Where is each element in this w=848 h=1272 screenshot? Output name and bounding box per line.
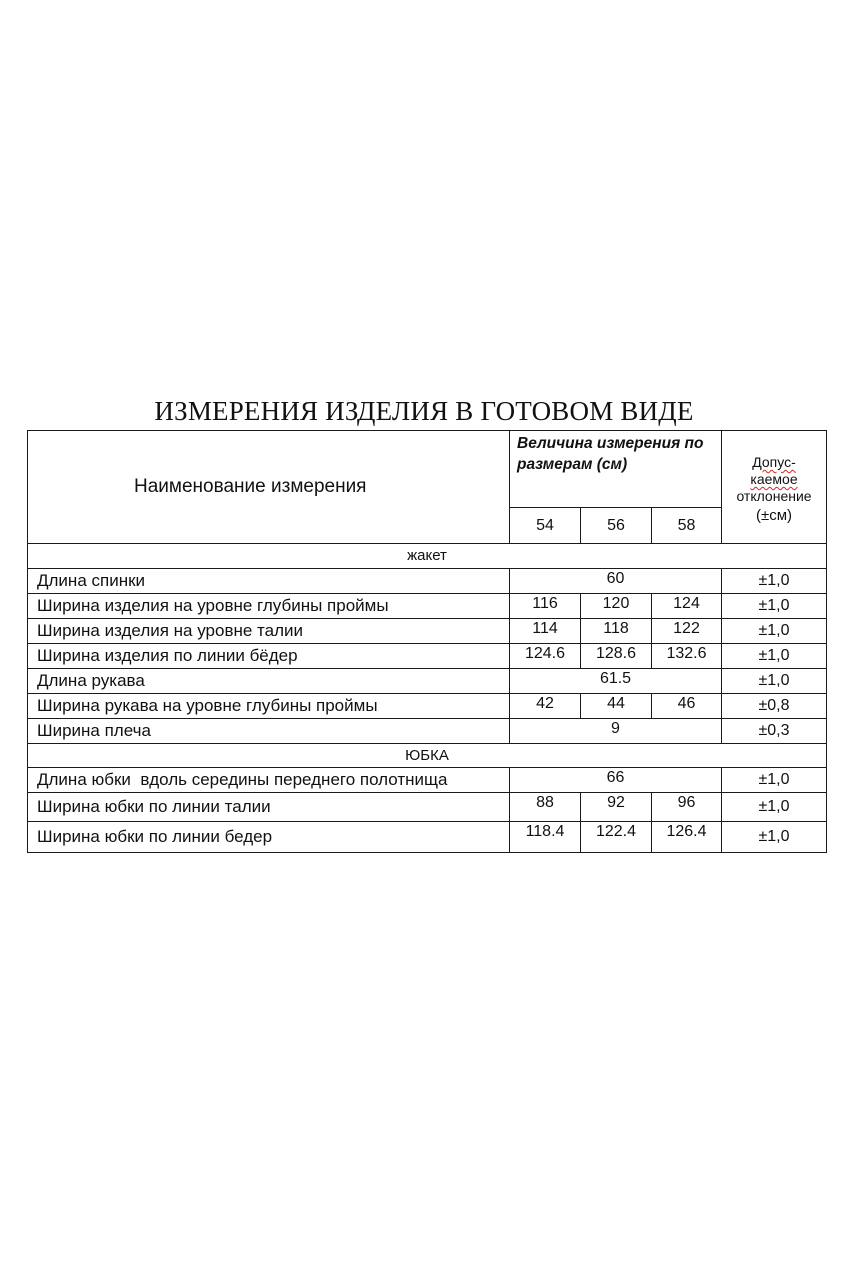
measurement-value: 124.6 — [510, 644, 581, 669]
sizes-header: Величина измерения по размерам (см) — [510, 431, 722, 508]
table-row — [28, 644, 827, 669]
measurement-name: Длина рукава — [28, 669, 510, 694]
measurement-value: 120 — [581, 594, 652, 619]
measurement-name: Ширина плеча — [28, 719, 510, 744]
section-label-skirt: ЮБКА — [28, 744, 827, 768]
measurement-value: 128.6 — [581, 644, 652, 669]
tolerance-value: ±1,0 — [722, 822, 827, 853]
table-row — [28, 569, 827, 594]
tolerance-header — [722, 431, 827, 544]
tolerance-value: ±0,8 — [722, 694, 827, 719]
tolerance-value: ±1,0 — [722, 793, 827, 822]
measurement-value: 88 — [510, 793, 581, 822]
table-row — [28, 793, 827, 822]
measurement-name: Длина спинки — [28, 569, 510, 594]
table-row — [28, 594, 827, 619]
measurement-name: Длина юбки вдоль середины переднего полотнища — [28, 768, 510, 793]
measurement-value: 122.4 — [581, 822, 652, 853]
section-row-jacket — [28, 544, 827, 569]
document-title: ИЗМЕРЕНИЯ ИЗДЕЛИЯ В ГОТОВОМ ВИДЕ — [154, 396, 694, 426]
measurement-value: 46 — [652, 694, 722, 719]
measurement-value: 124 — [652, 594, 722, 619]
measurement-value: 122 — [652, 619, 722, 644]
measurement-value: 126.4 — [652, 822, 722, 853]
header-row — [28, 431, 827, 508]
table-row — [28, 768, 827, 793]
measurement-value: 42 — [510, 694, 581, 719]
measurement-value: 60 — [510, 569, 722, 594]
measurement-value: 9 — [510, 719, 722, 744]
measurement-name: Ширина юбки по линии бедер — [28, 822, 510, 853]
tolerance-value: ±0,3 — [722, 719, 827, 744]
size-54: 54 — [510, 508, 581, 544]
table-row — [28, 669, 827, 694]
measurement-value: 116 — [510, 594, 581, 619]
section-row-skirt — [28, 744, 827, 768]
measurement-value: 61.5 — [510, 669, 722, 694]
tolerance-value: ±1,0 — [722, 768, 827, 793]
tolerance-header-line4: (±см) — [755, 507, 793, 524]
measurement-name: Ширина изделия на уровне талии — [28, 619, 510, 644]
tolerance-value: ±1,0 — [722, 644, 827, 669]
tolerance-header-line2: каемое — [750, 471, 798, 487]
measurement-name: Ширина изделия по линии бёдер — [28, 644, 510, 669]
table-row — [28, 822, 827, 853]
measurement-value: 118.4 — [510, 822, 581, 853]
measurement-value: 114 — [510, 619, 581, 644]
measurement-value: 118 — [581, 619, 652, 644]
section-label-jacket: жакет — [28, 544, 827, 569]
measurement-name: Ширина рукава на уровне глубины проймы — [28, 694, 510, 719]
tolerance-header-line1: Допус- — [752, 454, 796, 470]
table-row — [28, 694, 827, 719]
tolerance-value: ±1,0 — [722, 669, 827, 694]
measurement-name: Ширина изделия на уровне глубины проймы — [28, 594, 510, 619]
tolerance-value: ±1,0 — [722, 569, 827, 594]
measurement-value: 132.6 — [652, 644, 722, 669]
size-56: 56 — [581, 508, 652, 544]
measurement-value: 92 — [581, 793, 652, 822]
measurement-name: Ширина юбки по линии талии — [28, 793, 510, 822]
table-row — [28, 619, 827, 644]
measurement-value: 44 — [581, 694, 652, 719]
measurements-table — [27, 430, 827, 853]
tolerance-value: ±1,0 — [722, 619, 827, 644]
measurement-value: 66 — [510, 768, 722, 793]
table-row — [28, 719, 827, 744]
size-58: 58 — [652, 508, 722, 544]
tolerance-value: ±1,0 — [722, 594, 827, 619]
measurement-value: 96 — [652, 793, 722, 822]
measurement-name-header: Наименование измерения — [28, 431, 510, 544]
tolerance-header-line3: отклонение — [736, 488, 812, 504]
